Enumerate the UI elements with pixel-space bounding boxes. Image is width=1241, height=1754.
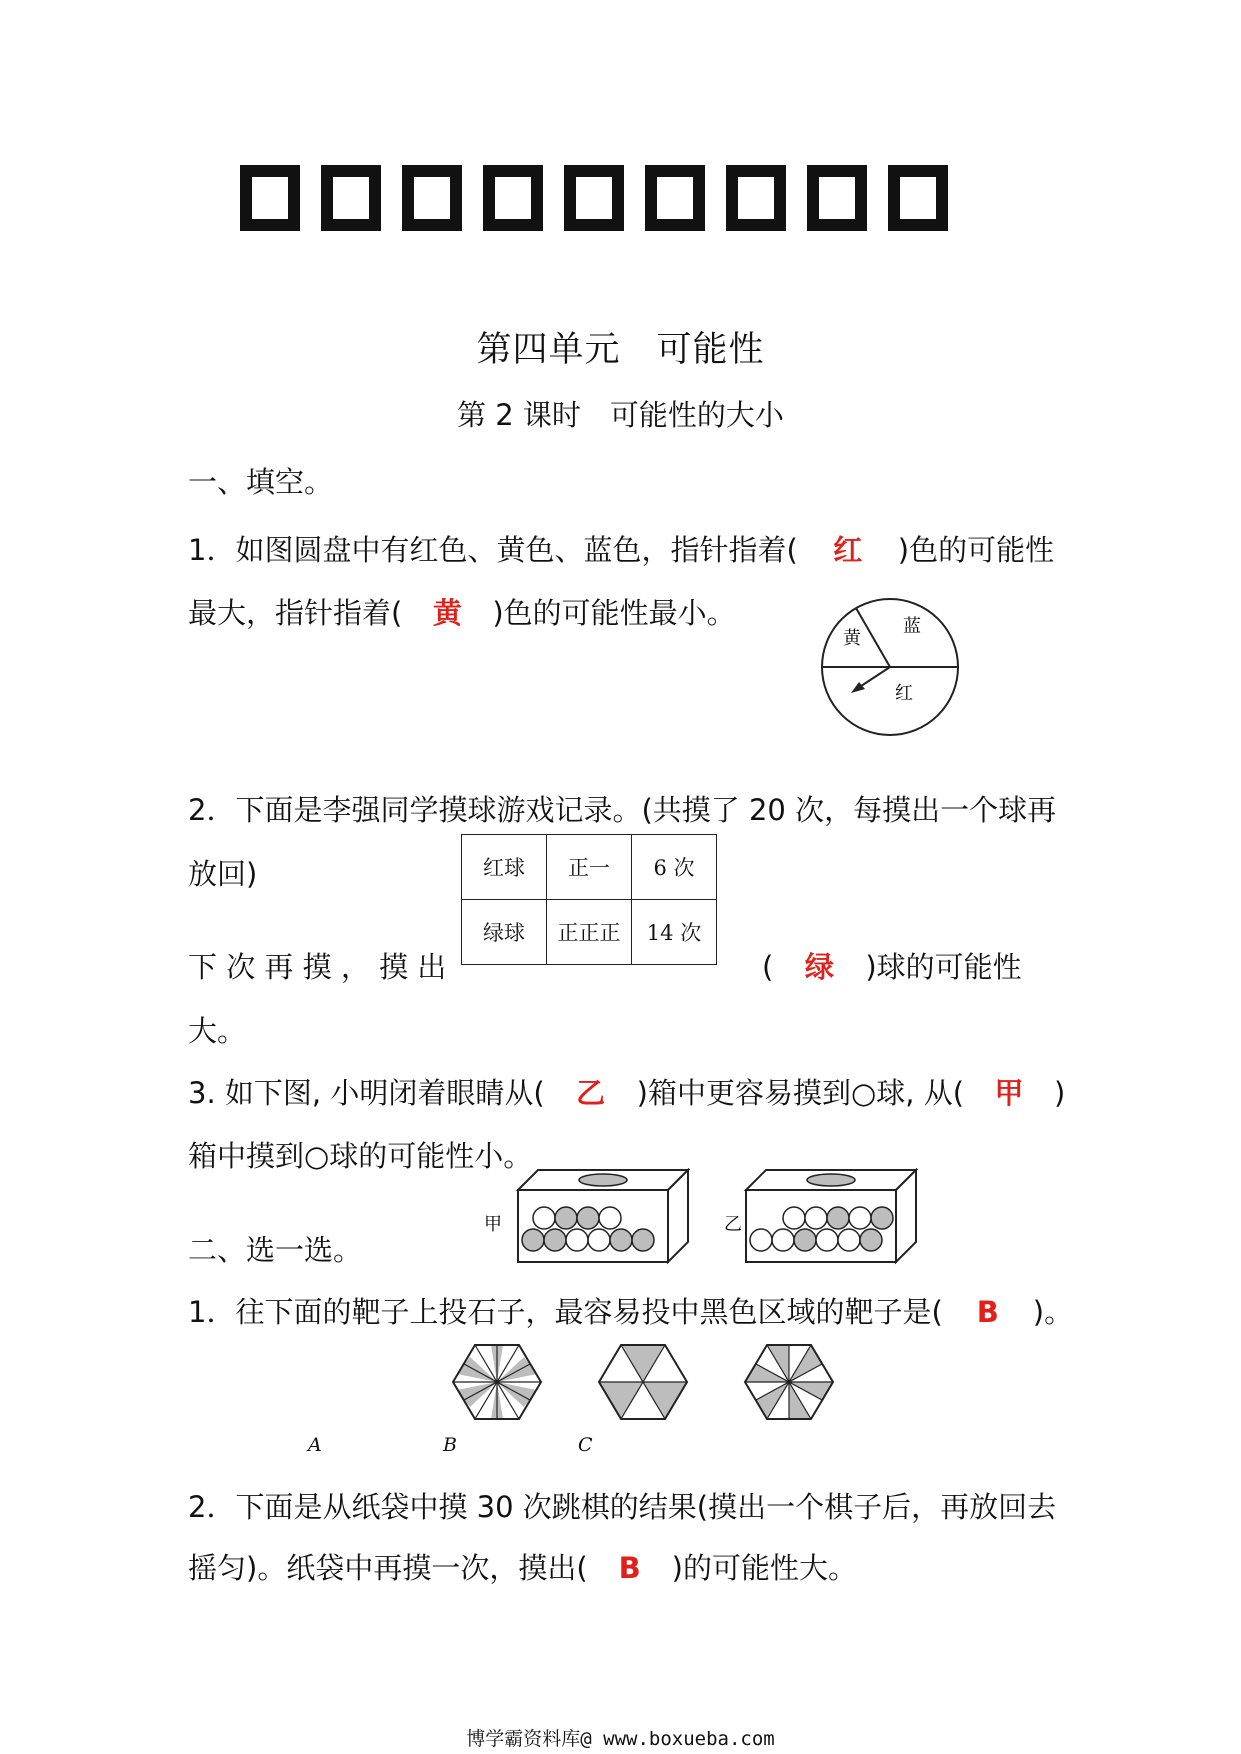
placeholder-box [564, 165, 624, 231]
q1-text-a: 1．如图圆盘中有红色、黄色、蓝色，指针指着( [188, 533, 798, 567]
q3-answer-1: 乙 [576, 1076, 606, 1110]
spinner-label-red: 红 [895, 683, 913, 704]
q2-line4: 大。 [188, 1014, 247, 1048]
s2-q2-line2 [188, 1546, 857, 1587]
spinner-label-blue: 蓝 [903, 616, 921, 637]
placeholder-box [645, 165, 705, 231]
q2-answer: 绿 [804, 950, 834, 984]
s2-q1-answer: B [976, 1295, 999, 1329]
q1-line1 [188, 528, 1054, 569]
q1-text-b: )色的可能性 [897, 533, 1055, 567]
placeholder-box [807, 165, 867, 231]
box-b [746, 1170, 916, 1262]
placeholder-box [402, 165, 462, 231]
q1-text-c: 最大，指针指着( [188, 596, 403, 630]
header-placeholder-boxes [240, 165, 948, 231]
q3-line2: 箱中摸到○球的可能性小。 [188, 1139, 533, 1173]
q3-answer-2: 甲 [994, 1076, 1024, 1110]
lesson-title: 第 2 课时 可能性的大小 [457, 398, 784, 432]
section2-heading: 二、选一选。 [188, 1233, 363, 1267]
box-opening [807, 1174, 855, 1186]
q2-line2: 放回) [188, 857, 258, 891]
s2-q1-line [188, 1290, 1073, 1331]
target-hexagon-b [599, 1345, 687, 1419]
target-label-c: C [578, 1434, 593, 1456]
ball-record-table [461, 834, 717, 965]
q3-text-a: 3. 如下图, 小明闭着眼睛从( [188, 1076, 545, 1110]
hexagon-targets [445, 1332, 845, 1432]
footer-watermark: 博学霸资料库@ www.boxueba.com [466, 1728, 775, 1750]
placeholder-box [888, 165, 948, 231]
q1-answer-yellow: 黄 [432, 596, 462, 630]
target-hexagon-a [453, 1345, 541, 1419]
placeholder-box [726, 165, 786, 231]
placeholder-box [483, 165, 543, 231]
s2-q1-text-b: )。 [1032, 1295, 1074, 1329]
table-row [462, 835, 717, 900]
box-opening [579, 1174, 627, 1186]
q1-line2 [188, 591, 736, 632]
placeholder-box [321, 165, 381, 231]
box-a-label: 甲 [484, 1214, 502, 1235]
q3-text-b: )箱中更容易摸到○球, 从( [636, 1076, 965, 1110]
table-cell-count: 14 次 [632, 900, 717, 965]
unit-title: 第四单元 可能性 [476, 330, 765, 370]
s2-q1-text-a: 1．往下面的靶子上投石子，最容易投中黑色区域的靶子是( [188, 1295, 943, 1329]
section1-heading: 一、填空。 [188, 465, 334, 499]
q2-text-c: )球的可能性 [865, 950, 1022, 984]
q3-text-c: ) [1054, 1076, 1066, 1110]
q2-paren-open: ( [762, 950, 774, 984]
table-cell-ball: 绿球 [462, 900, 547, 965]
table-row [462, 900, 717, 965]
q1-text-d: )色的可能性最小。 [492, 596, 736, 630]
ball-boxes-diagram [478, 1168, 918, 1270]
s2-q2-text-a: 摇匀)。纸袋中再摸一次，摸出( [188, 1551, 588, 1585]
table-cell-tally: 正一 [547, 835, 632, 900]
q3-line1 [188, 1071, 1065, 1112]
s2-q2-text-b: )的可能性大。 [671, 1551, 857, 1585]
target-label-a: A [308, 1434, 322, 1456]
box-a [518, 1170, 688, 1262]
box-b-label: 乙 [724, 1214, 742, 1235]
table-cell-tally: 正正正 [547, 900, 632, 965]
s2-q2-answer: B [618, 1551, 641, 1585]
table-cell-count: 6 次 [632, 835, 717, 900]
spinner-diagram [815, 592, 965, 742]
s2-q2-line1: 2．下面是从纸袋中摸 30 次跳棋的结果(摸出一个棋子后，再放回去 [188, 1490, 1057, 1524]
target-label-b: B [443, 1434, 457, 1456]
q2-line3a: 下 次 再 摸 ， 摸 出 [188, 950, 447, 984]
target-hexagon-c [745, 1345, 833, 1419]
placeholder-box [240, 165, 300, 231]
spinner-label-yellow: 黄 [843, 628, 861, 649]
q1-answer-red: 红 [833, 533, 863, 567]
table-cell-ball: 红球 [462, 835, 547, 900]
q2-line1: 2．下面是李强同学摸球游戏记录。(共摸了 20 次，每摸出一个球再 [188, 793, 1057, 827]
q2-line3b [762, 945, 1022, 986]
